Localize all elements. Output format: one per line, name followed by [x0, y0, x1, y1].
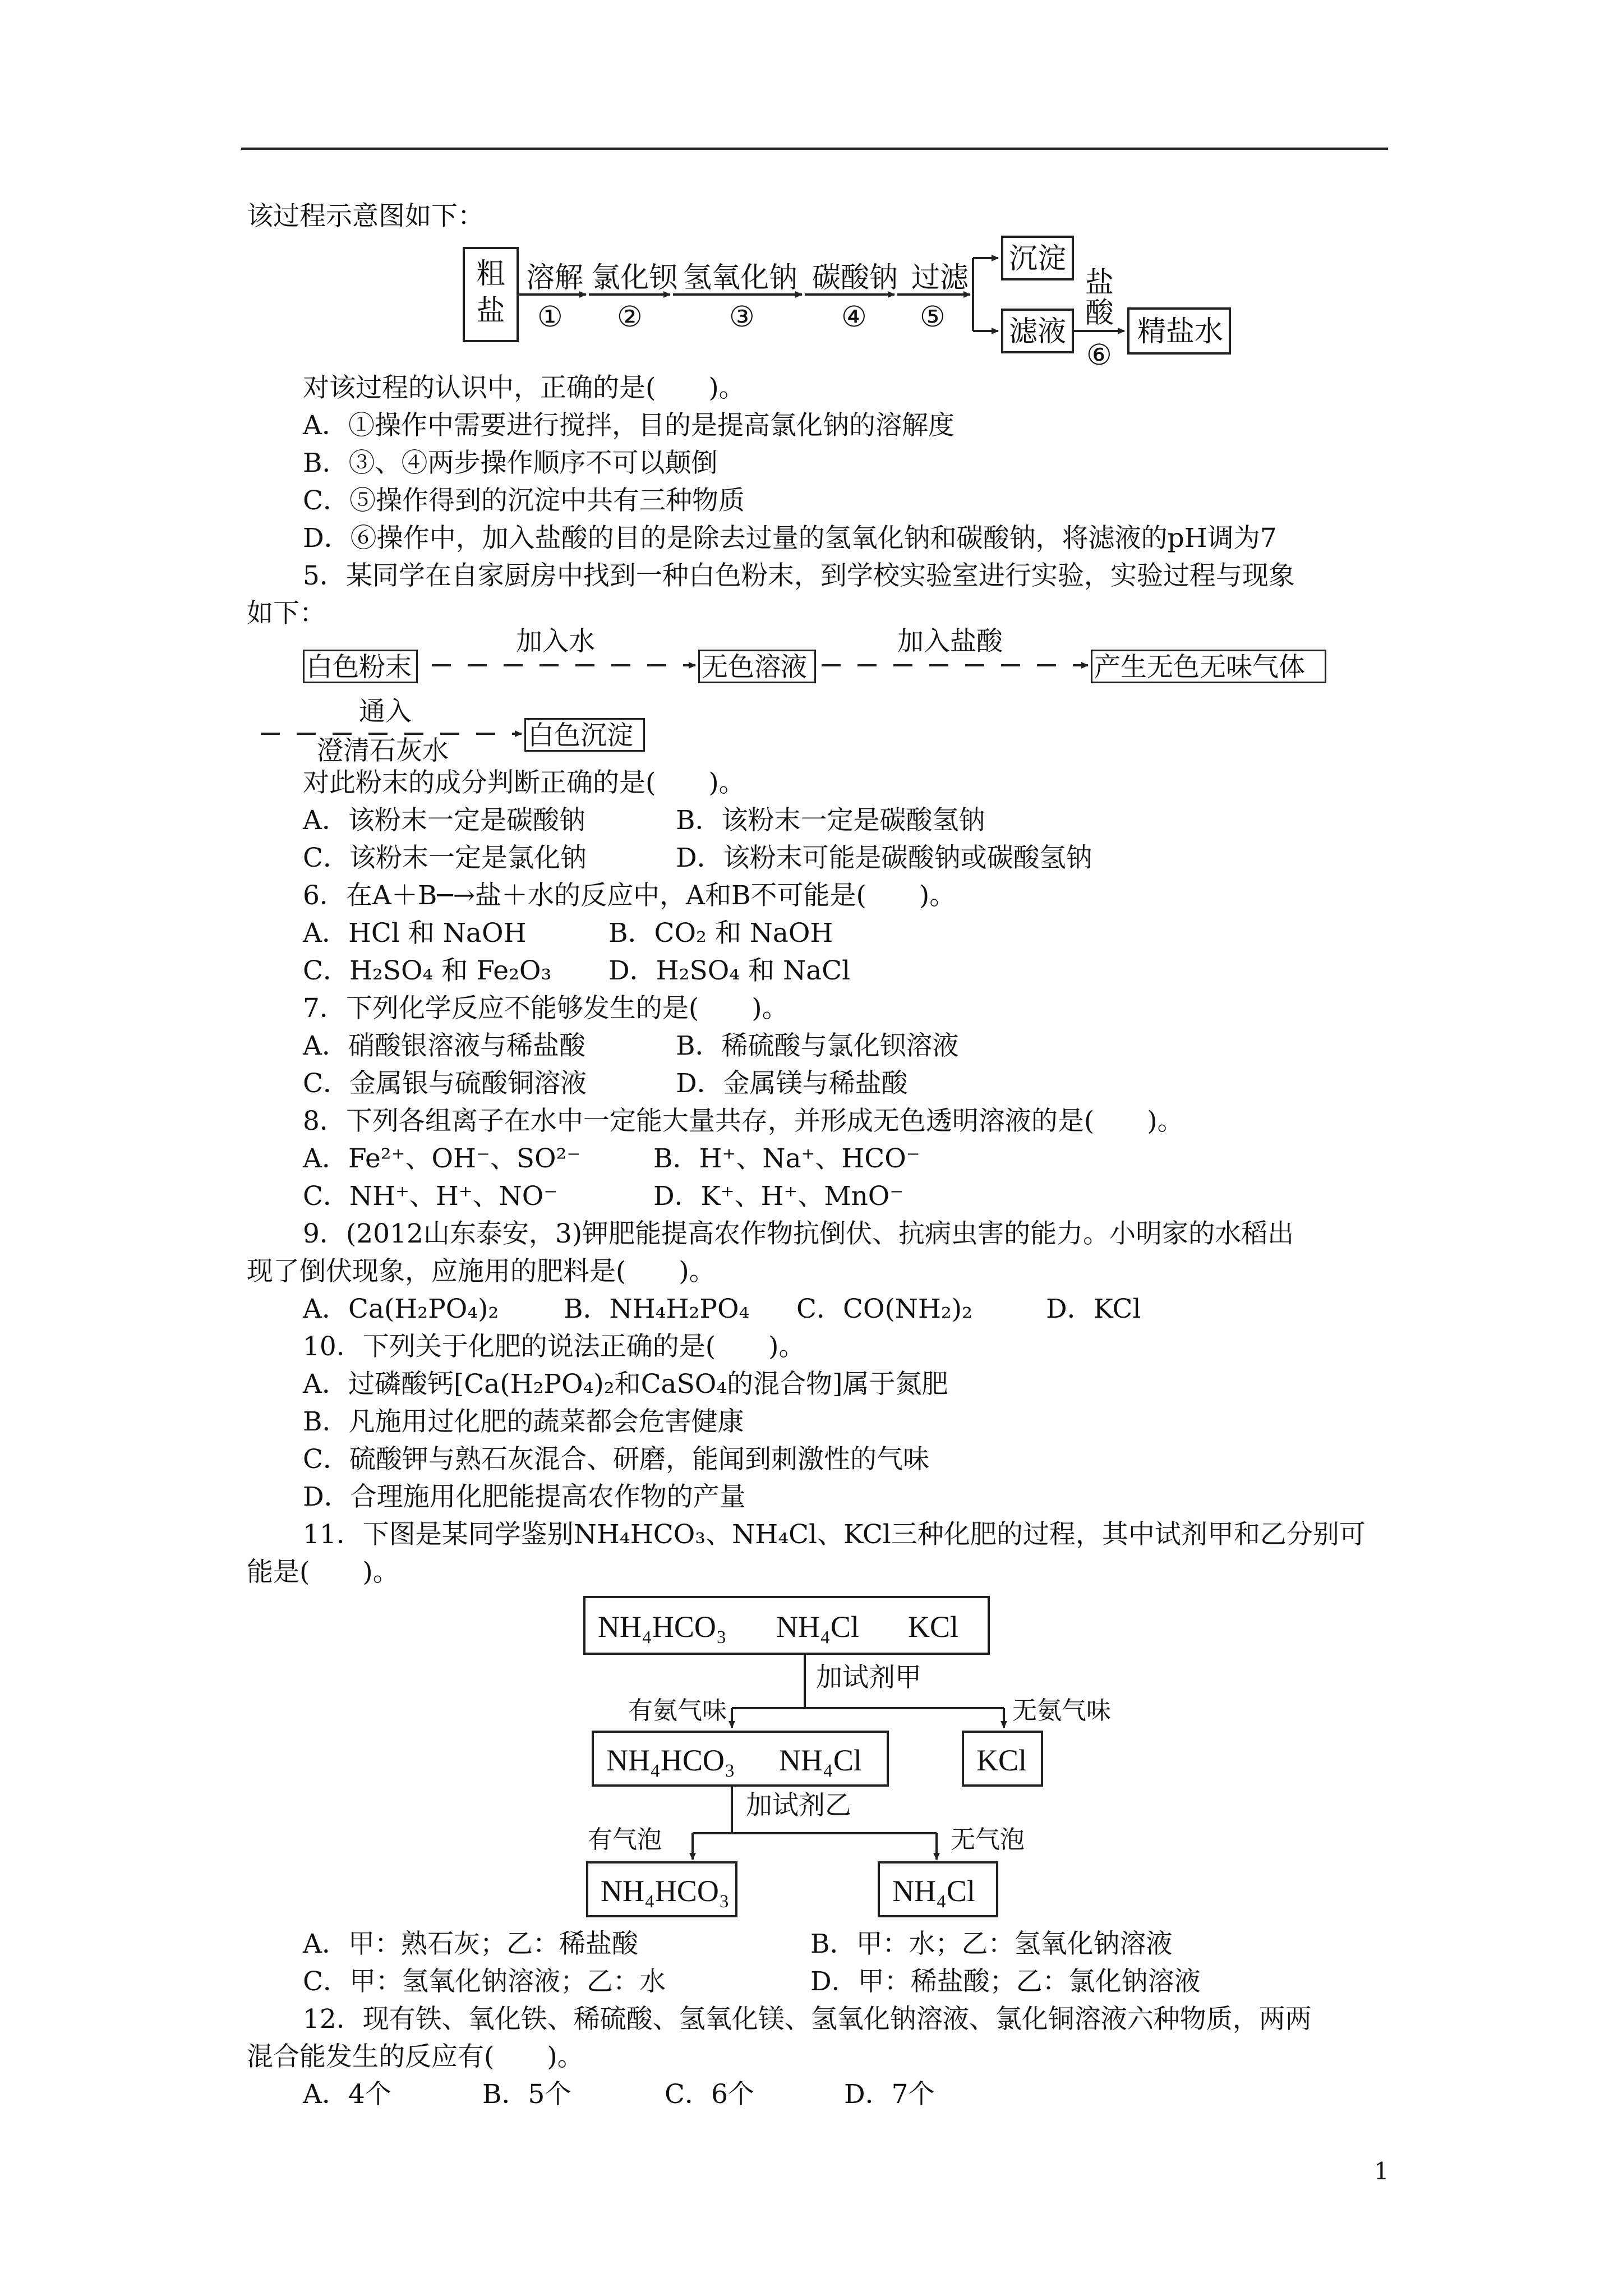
- white-precipitate-label: 白色沉淀: [528, 720, 633, 751]
- arrow-pass-into-label: 通入: [359, 696, 412, 727]
- filtrate-box: [1001, 309, 1074, 353]
- q11-end-left-box: [586, 1861, 737, 1917]
- q12-line2: 混合能发生的反应有( )。: [247, 2041, 584, 2072]
- q6-option-d: D．H₂SO₄ 和 NaCl: [608, 955, 851, 986]
- q9-option-c: C．CO(NH₂)₂: [796, 1294, 972, 1324]
- q10-stem: 10．下列关于化肥的说法正确的是( )。: [303, 1331, 805, 1362]
- step3-label: 氢氧化钠: [683, 261, 798, 295]
- q6-option-b: B．CO₂ 和 NaOH: [608, 918, 833, 949]
- step1-label: 溶解: [526, 261, 584, 295]
- white-powder-box: [303, 650, 418, 683]
- q5-option-d: D．该粉末可能是碳酸钠或碳酸氢钠: [676, 843, 1092, 873]
- gas-produced-box: [1091, 650, 1326, 683]
- q11-top-kcl: KCl: [908, 1610, 959, 1644]
- refined-brine-label: 精盐水: [1137, 315, 1224, 348]
- colorless-solution-box: [698, 650, 816, 683]
- q6-option-c: C．H₂SO₄ 和 Fe₂O₃: [303, 955, 552, 986]
- q7-option-d: D．金属镁与稀盐酸: [676, 1068, 908, 1099]
- q6-option-a: A．HCl 和 NaOH: [303, 918, 527, 949]
- q11-reagent2-label: 加试剂乙: [746, 1790, 851, 1821]
- q11-option-d: D．甲：稀盐酸；乙：氯化钠溶液: [810, 1966, 1201, 1997]
- intro-text: 该过程示意图如下：: [247, 201, 484, 232]
- q9-option-a: A．Ca(H₂PO₄)₂: [303, 1294, 499, 1324]
- q11-top-nh4cl: NH₄Cl: [776, 1610, 859, 1644]
- q11-kcl-label: KCl: [976, 1743, 1027, 1777]
- q12-option-d: D．7个: [844, 2079, 935, 2110]
- q8-stem: 8．下列各组离子在水中一定能大量共存，并形成无色透明溶液的是( )。: [303, 1106, 1184, 1137]
- q5-line1: 5．某同学在自家厨房中找到一种白色粉末，到学校实验室进行实验，实验过程与现象: [303, 560, 1295, 591]
- q11-option-c: C．甲：氢氧化钠溶液；乙：水: [303, 1966, 666, 1997]
- q10-option-d: D．合理施用化肥能提高农作物的产量: [303, 1481, 746, 1512]
- crude-salt-box: [463, 247, 519, 342]
- q12-option-a: A．4个: [303, 2079, 391, 2110]
- acid-num: ⑥: [1086, 339, 1112, 372]
- q10-option-a: A．过磷酸钙[Ca(H₂PO₄)₂和CaSO₄的混合物]属于氮肥: [303, 1369, 948, 1400]
- q11-end-left-label: NH₄HCO₃: [601, 1874, 730, 1908]
- q11-option-b: B．甲：水；乙：氢氧化钠溶液: [810, 1929, 1173, 1959]
- q5-line2: 如下：: [247, 598, 326, 629]
- white-precipitate-box: [524, 718, 645, 752]
- refined-brine-box: [1127, 307, 1231, 355]
- step4-label: 碳酸钠: [812, 261, 898, 295]
- q11-top-nh4hco3: NH₄HCO₃: [598, 1610, 727, 1644]
- q5-option-c: C．该粉末一定是氯化钠: [303, 843, 587, 873]
- q11-line2: 能是( )。: [247, 1557, 399, 1588]
- q11-kcl-box: [962, 1731, 1043, 1787]
- page-number: 1: [1374, 2157, 1389, 2185]
- q6-stem: 6．在A＋B─→盐＋水的反应中，A和B不可能是( )。: [303, 880, 956, 911]
- q11-right1-label: 无氨气味: [1012, 1696, 1111, 1725]
- q5-option-a: A．该粉末一定是碳酸钠: [303, 805, 585, 836]
- q8-option-a: A．Fe²⁺、OH⁻、SO²⁻: [303, 1143, 581, 1174]
- gas-produced-label: 产生无色无味气体: [1094, 652, 1305, 683]
- q11-left2-label: 有气泡: [588, 1825, 662, 1854]
- q11-line1: 11．下图是某同学鉴别NH₄HCO₃、NH₄Cl、KCl三种化肥的过程，其中试剂甲和乙分别可: [303, 1519, 1366, 1550]
- step2-label: 氯化钡: [592, 261, 678, 295]
- white-powder-label: 白色粉末: [306, 652, 412, 683]
- q9-line1: 9．(2012山东泰安，3)钾肥能提高农作物抗倒伏、抗病虫害的能力。小明家的水稻出: [303, 1218, 1294, 1249]
- arrow-add-hcl-label: 加入盐酸: [897, 626, 1003, 657]
- q4-option-a: A．①操作中需要进行搅拌，目的是提高氯化钠的溶解度: [303, 410, 955, 441]
- colorless-solution-label: 无色溶液: [702, 652, 807, 683]
- q11-mid-nh4hco3: NH₄HCO₃: [606, 1743, 735, 1777]
- q4-option-b: B．③、④两步操作顺序不可以颠倒: [303, 448, 718, 478]
- arrow-limewater-label: 澄清石灰水: [317, 735, 449, 766]
- q11-mid-nh4cl: NH₄Cl: [779, 1743, 862, 1777]
- q11-left1-label: 有氨气味: [628, 1696, 727, 1725]
- step1-num: ①: [537, 301, 563, 334]
- q7-option-a: A．硝酸银溶液与稀盐酸: [303, 1030, 585, 1061]
- q8-option-b: B．H⁺、Na⁺、HCO⁻: [653, 1143, 920, 1174]
- q8-option-d: D．K⁺、H⁺、MnO⁻: [653, 1181, 904, 1212]
- q5-stem: 对此粉末的成分判断正确的是( )。: [303, 767, 745, 798]
- q4-stem: 对该过程的认识中，正确的是( )。: [303, 372, 745, 403]
- q12-line1: 12．现有铁、氧化铁、稀硫酸、氢氧化镁、氢氧化钠溶液、氯化铜溶液六种物质，两两: [303, 2004, 1312, 2035]
- q4-option-d: D．⑥操作中，加入盐酸的目的是除去过量的氢氧化钠和碳酸钠，将滤液的pH调为7: [303, 523, 1277, 554]
- step4-num: ④: [841, 301, 867, 334]
- precipitate-label: 沉淀: [1009, 242, 1067, 275]
- q11-right2-label: 无气泡: [951, 1825, 1025, 1854]
- q9-option-b: B．NH₄H₂PO₄: [564, 1294, 750, 1324]
- step5-num: ⑤: [920, 301, 946, 334]
- q10-option-c: C．硫酸钾与熟石灰混合、研磨，能闻到刺激性的气味: [303, 1444, 929, 1475]
- q12-option-c: C．6个: [665, 2079, 754, 2110]
- q5-option-b: B．该粉末一定是碳酸氢钠: [676, 805, 985, 836]
- q11-end-right-label: NH₄Cl: [892, 1874, 975, 1908]
- q10-option-b: B．凡施用过化肥的蔬菜都会危害健康: [303, 1406, 744, 1437]
- q7-option-b: B．稀硫酸与氯化钡溶液: [676, 1030, 959, 1061]
- acid-label: 盐酸: [1085, 266, 1114, 330]
- arrow-add-water-label: 加入水: [516, 626, 595, 657]
- q12-option-b: B．5个: [482, 2079, 571, 2110]
- q7-option-c: C．金属银与硫酸铜溶液: [303, 1068, 587, 1099]
- step3-num: ③: [729, 301, 755, 334]
- q8-option-c: C．NH⁺、H⁺、NO⁻: [303, 1181, 558, 1212]
- q11-mid-box: [592, 1731, 889, 1787]
- precipitate-box: [1001, 236, 1074, 280]
- filtrate-label: 滤液: [1009, 315, 1067, 348]
- q11-reagent1-label: 加试剂甲: [816, 1662, 921, 1693]
- q11-end-right-box: [878, 1861, 998, 1917]
- step5-label: 过滤: [911, 261, 969, 295]
- q11-top-box: [583, 1596, 990, 1655]
- step2-num: ②: [617, 301, 643, 334]
- q11-option-a: A．甲：熟石灰；乙：稀盐酸: [303, 1929, 638, 1959]
- q7-stem: 7．下列化学反应不能够发生的是( )。: [303, 993, 789, 1024]
- crude-salt-label: 粗盐: [476, 257, 505, 328]
- q9-option-d: D．KCl: [1046, 1294, 1141, 1324]
- q4-option-c: C．⑤操作得到的沉淀中共有三种物质: [303, 485, 745, 516]
- q9-line2: 现了倒伏现象，应施用的肥料是( )。: [247, 1256, 716, 1287]
